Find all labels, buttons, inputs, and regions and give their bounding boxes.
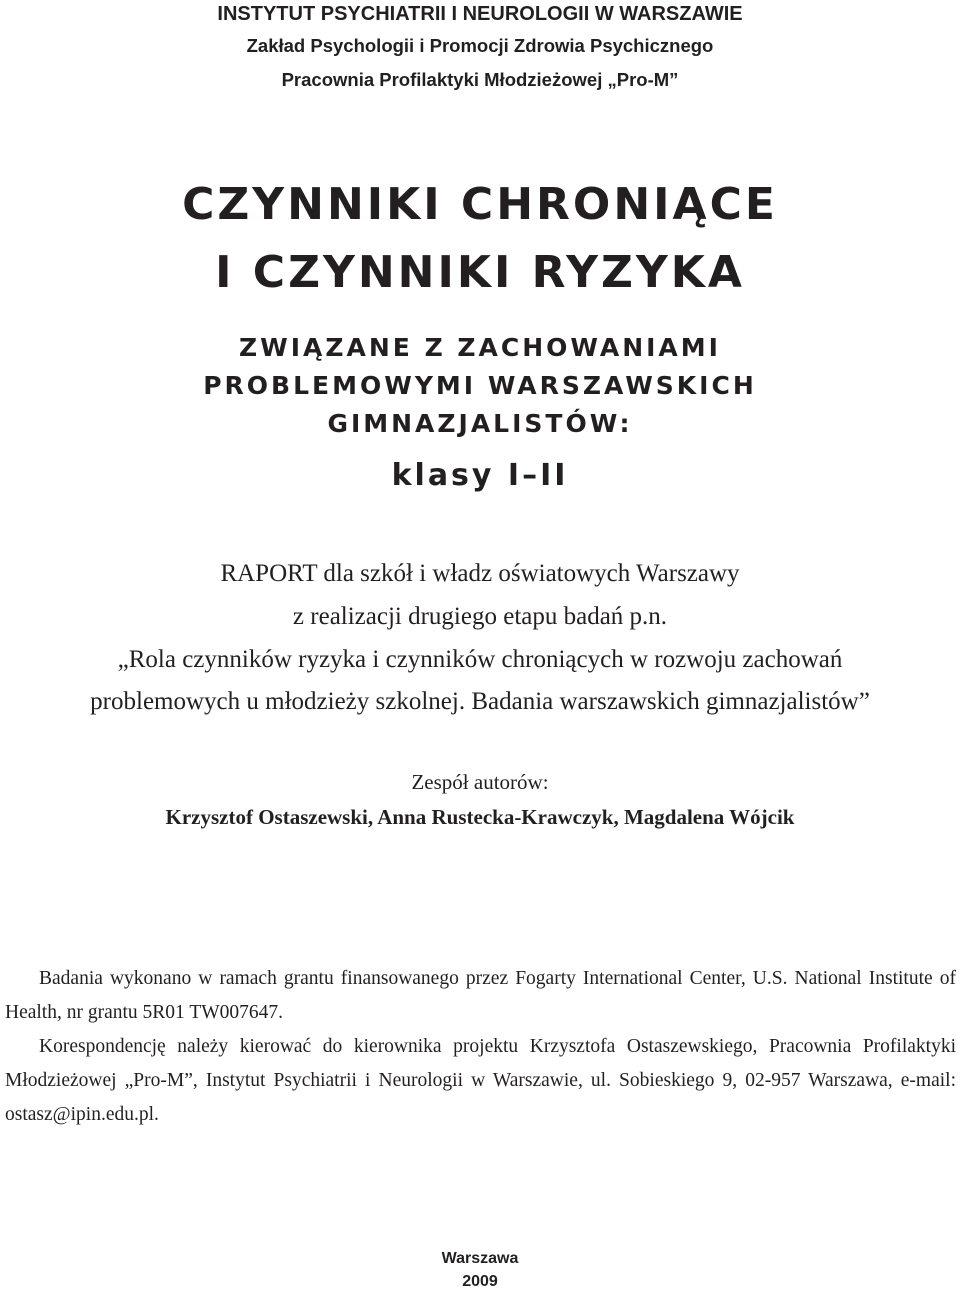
institute-name: INSTYTUT PSYCHIATRII I NEUROLOGII W WARSZAWIE — [217, 3, 743, 25]
lab-name: Pracownia Profilaktyki Młodzieżowej „Pro-M” — [281, 69, 679, 90]
report-line-1: RAPORT dla szkół i władz oświatowych Warszawy — [220, 560, 740, 587]
report-line-3: „Rola czynników ryzyka i czynników chroniących w rozwoju zachowań — [117, 646, 843, 673]
department-name: Zakład Psychologii i Promocji Zdrowia Psychicznego — [246, 35, 714, 56]
authors-names: Krzysztof Ostaszewski, Anna Rustecka-Krawczyk, Magdalena Wójcik — [165, 805, 795, 829]
publication-year: 2009 — [462, 1273, 498, 1290]
subtitle-line-1: ZWIĄZANE Z ZACHOWANIAMI — [239, 333, 721, 362]
main-title-line-1: CZYNNIKI CHRONIĄCE — [182, 179, 778, 230]
subtitle-line-2: PROBLEMOWYMI WARSZAWSKICH — [203, 371, 757, 400]
correspondence-note: Korespondencję należy kierować do kierownika projektu Krzysztofa Ostaszewskiego, Pracownia Profilaktyki Młodzieżowej „Pro-M”, Instytut Psychiatrii i Neurologii w Warszawie, ul. Sobieskiego 9, 02-957 Warszawa, e-mail: ostasz@ipin.edu.pl. — [5, 1036, 956, 1125]
subtitle-grades: klasy I–II — [391, 458, 569, 493]
report-line-2: z realizacji drugiego etapu badań p.n. — [292, 603, 668, 630]
publication-city: Warszawa — [441, 1250, 519, 1267]
subtitle-line-3: GIMNAZJALISTÓW: — [327, 409, 633, 438]
funding-note: Badania wykonano w ramach grantu finansowanego przez Fogarty International Center, U.S. National Institute of Health, nr grantu 5R01 TW007647. — [5, 968, 956, 1023]
authors-label: Zespół autorów: — [411, 770, 549, 794]
report-line-4: problemowych u młodzieży szkolnej. Badania warszawskich gimnazjalistów” — [90, 688, 870, 715]
main-title-line-2: I CZYNNIKI RYZYKA — [215, 247, 745, 298]
